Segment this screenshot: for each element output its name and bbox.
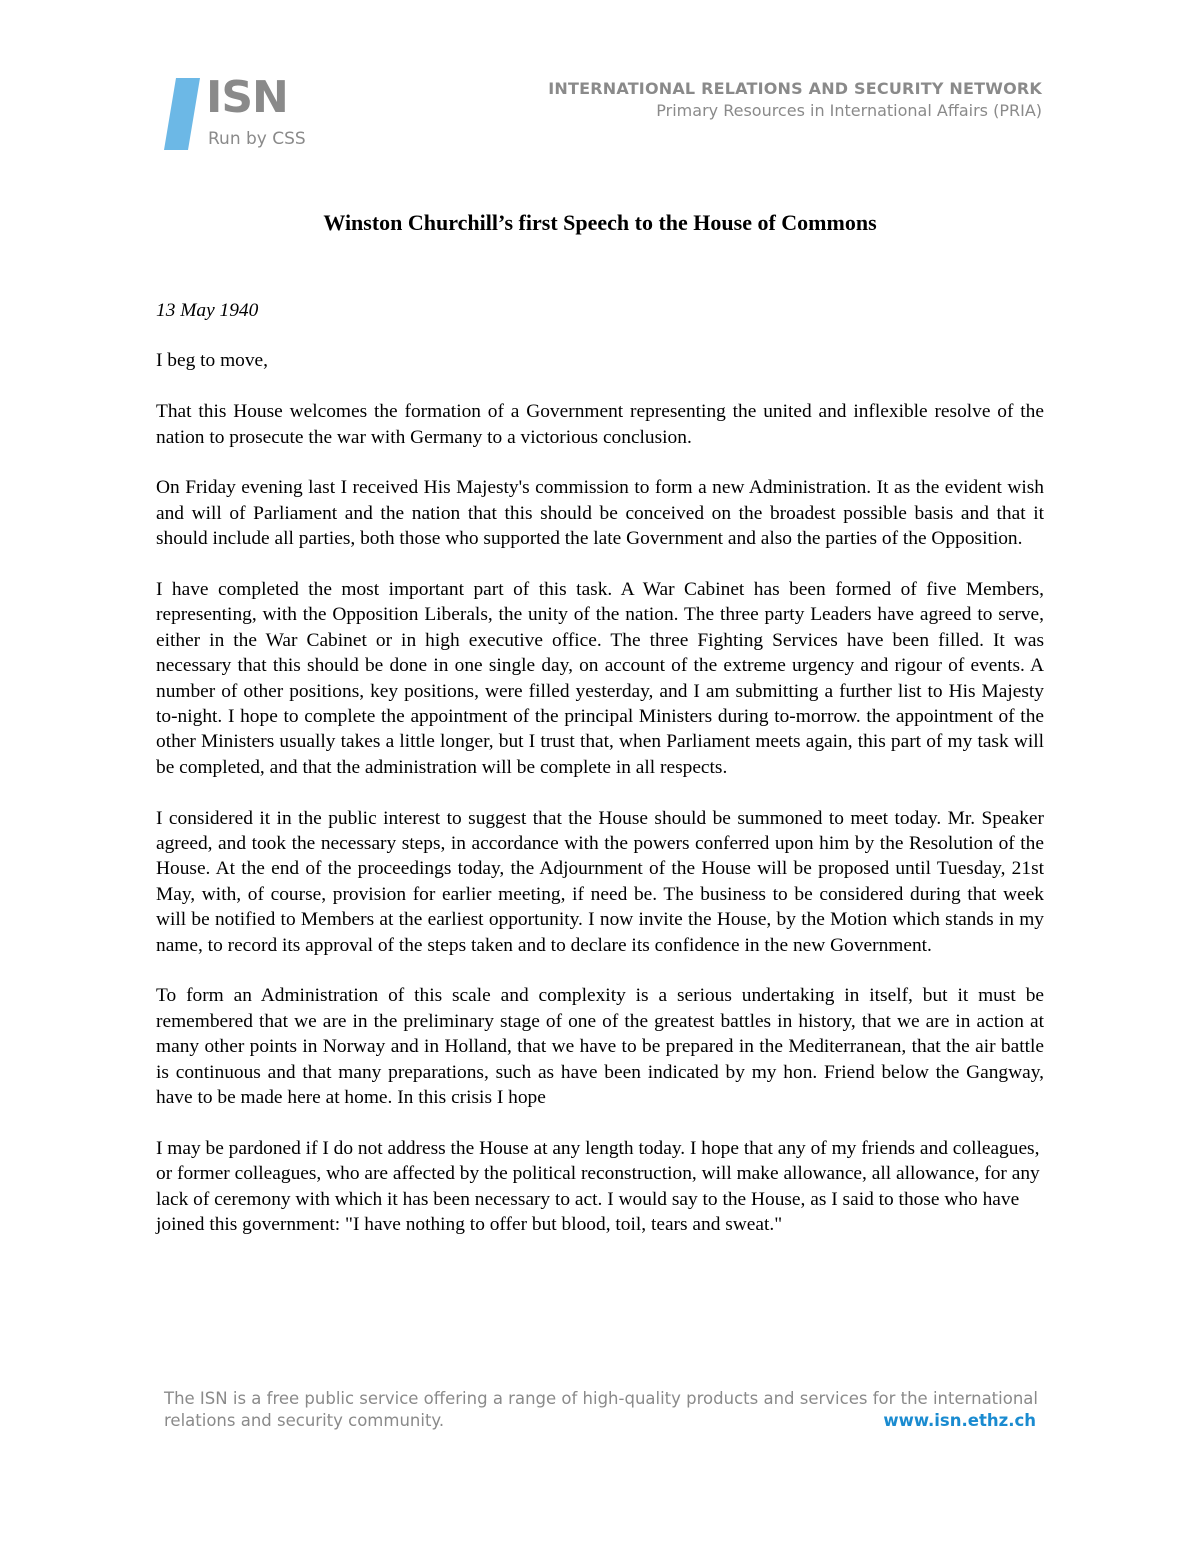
logo-tagline: Run by CSS bbox=[208, 129, 306, 149]
paragraph: I beg to move, bbox=[156, 350, 269, 372]
paragraph: To form an Administration of this scale and complexity is a serious undertaking in itself, but it must be remembered that we are in the preliminary stage of one of the greatest battles in history, that we are in action at many other points in Norway and in Holland, that we have to be prepared in the Mediterranean, that the air battle is continuous and that many preparations, such as have been indicated by my hon. Friend below the Gangway, have to be made here at home. In this crisis I hope bbox=[156, 985, 1044, 1109]
paragraph: I may be pardoned if I do not address the House at any length today. I hope that any of my friends and colleagues, or former colleagues, who are affected by the political reconstruction, will make allowance, all allowance, for any lack of ceremony with which it has been necessary to act. I would say to the House, as I said to those who have joined this government: "I have nothing to offer but blood, toil, tears and sweat." bbox=[156, 1137, 1040, 1236]
paragraph: That this House welcomes the formation of a Government representing the united and inflexible resolve of the nation to prosecute the war with Germany to a victorious conclusion. bbox=[156, 401, 1044, 448]
footer-text: The ISN is a free public service offering a range of high-quality products and services for the international relations and security community. bbox=[164, 1389, 1038, 1430]
logo-text: ISN bbox=[206, 72, 288, 123]
org-header bbox=[548, 78, 1042, 122]
logo-slash-icon bbox=[164, 78, 200, 150]
document-title: Winston Churchill’s first Speech to the House of Commons bbox=[323, 210, 877, 235]
footer-url-link[interactable]: www.isn.ethz.ch bbox=[883, 1411, 1036, 1430]
paragraph: I have completed the most important part of this task. A War Cabinet has been formed of five Members, representing, with the Opposition Liberals, the unity of the nation. The three party Leaders have agreed to serve, either in the War Cabinet or in high executive office. The three Fighting Services have been filled. It was necessary that this should be done in one single day, on account of the extreme urgency and rigour of events. A number of other positions, key positions, were filled yesterday, and I am submitting a further list to His Majesty to-night. I hope to complete the appointment of the principal Ministers during to-morrow. the appointment of the other Ministers usually takes a little longer, but I trust that, when Parliament meets again, this part of my task will be completed, and that the administration will be complete in all respects. bbox=[156, 579, 1044, 778]
paragraph: I considered it in the public interest to suggest that the House should be summoned to meet today. Mr. Speaker agreed, and took the necessary steps, in accordance with the powers conferred upon him by the Resolution of the House. At the end of the proceedings today, the Adjournment of the House will be proposed until Tuesday, 21st May, with, of course, provision for earlier meeting, if need be. The business to be considered during that week will be notified to Members at the earliest opportunity. I now invite the House, by the Motion which stands in my name, to record its approval of the steps taken and to declare its confidence in the new Government. bbox=[156, 807, 1044, 956]
org-subtitle: Primary Resources in International Affairs (PRIA) bbox=[656, 101, 1042, 120]
isn-logo bbox=[164, 72, 314, 158]
page-footer bbox=[164, 1388, 1040, 1432]
document-body bbox=[156, 298, 1044, 1263]
document-date: 13 May 1940 bbox=[156, 300, 259, 321]
paragraph: On Friday evening last I received His Majesty's commission to form a new Administration. It as the evident wish and will of Parliament and the nation that this should be conceived on the broadest possible basis and that it should include all parties, both those who supported the late Government and also the parties of the Opposition. bbox=[156, 477, 1044, 550]
org-name: INTERNATIONAL RELATIONS AND SECURITY NETWORK bbox=[548, 79, 1042, 98]
